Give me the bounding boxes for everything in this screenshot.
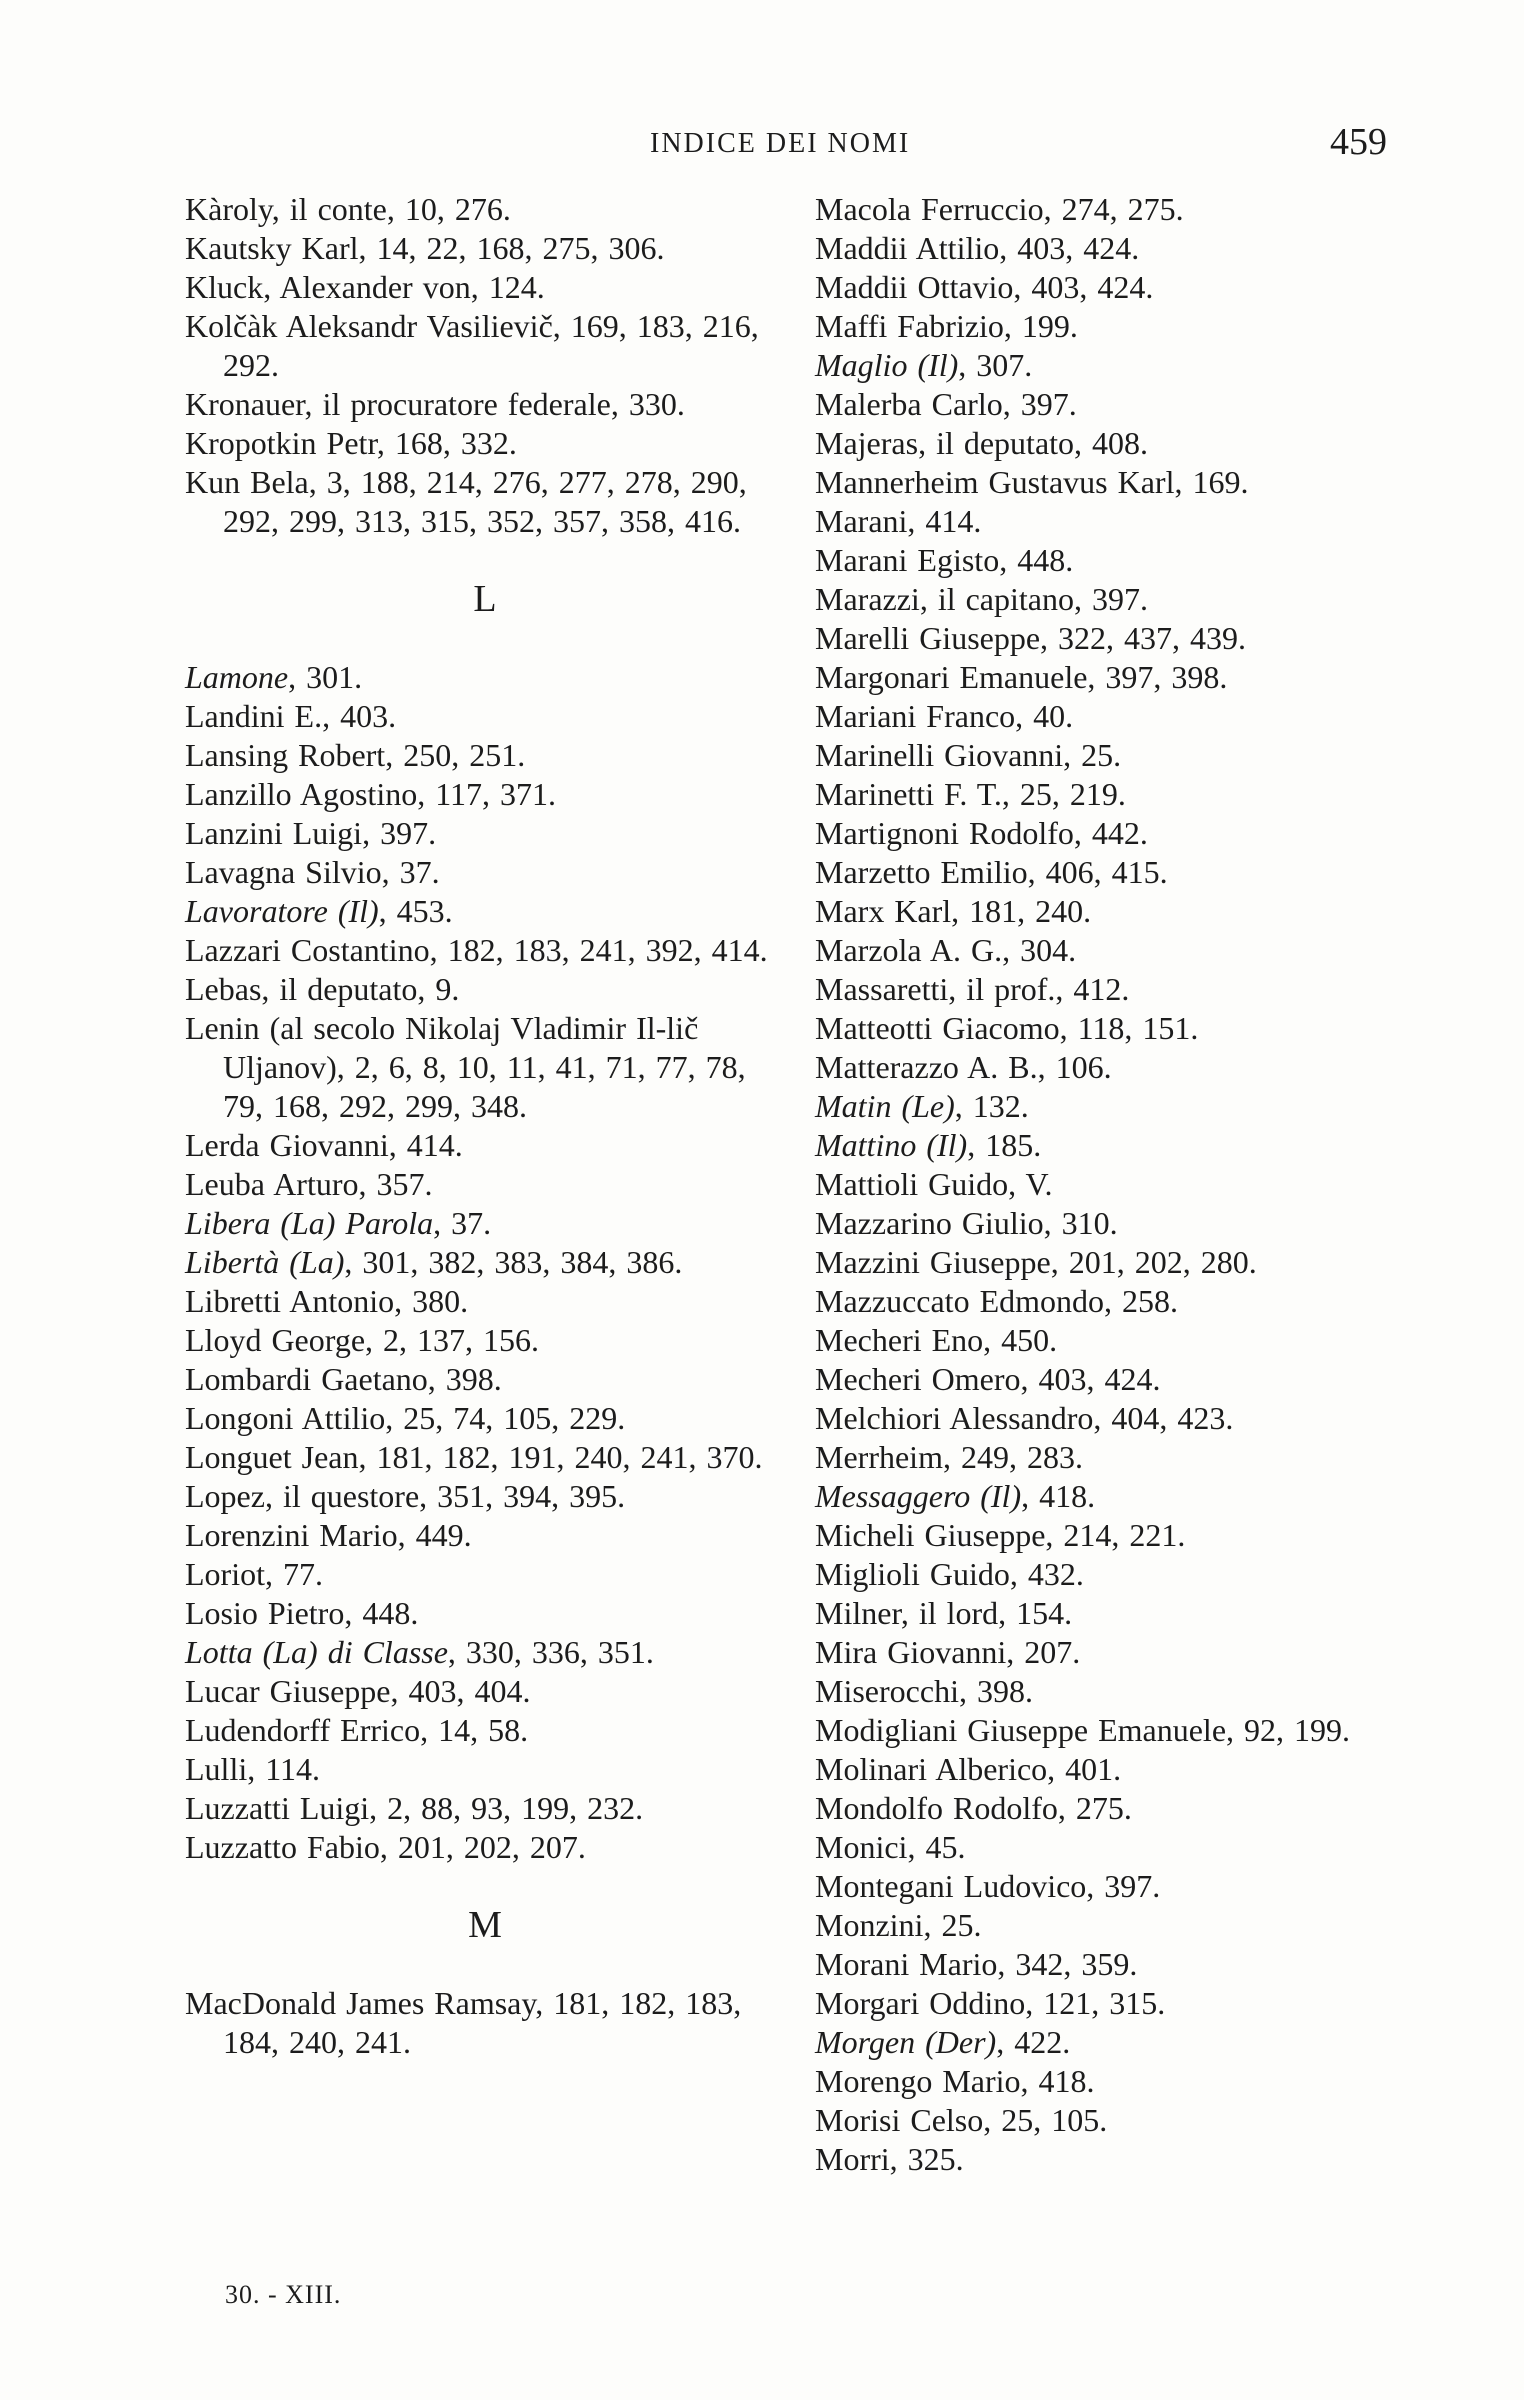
index-entry <box>815 1009 1415 1048</box>
index-entry <box>815 814 1415 853</box>
entry-text: Lenin (al secolo Nikolaj Vladimir Il-lič Uljanov), 2, 6, 8, 10, 11, 41, 71, 77, 78, 79, 168, 292, 299, 348. <box>185 1010 746 1124</box>
index-entry <box>815 268 1415 307</box>
entry-text: Lansing Robert, 250, 251. <box>185 737 526 773</box>
entry-text: Landini E., 403. <box>185 698 397 734</box>
index-entry <box>185 1009 785 1126</box>
index-entry <box>815 1165 1415 1204</box>
entry-text: Losio Pietro, 448. <box>185 1595 419 1631</box>
index-entry <box>185 229 785 268</box>
index-entry <box>815 697 1415 736</box>
entry-text: Kautsky Karl, 14, 22, 168, 275, 306. <box>185 230 665 266</box>
entry-text: Margonari Emanuele, 397, 398. <box>815 659 1228 695</box>
section-letter: L <box>473 578 497 620</box>
entry-text: Mecheri Omero, 403, 424. <box>815 1361 1161 1397</box>
signature-mark: 30. - XIII. <box>225 2280 342 2309</box>
index-entry <box>185 1321 785 1360</box>
entry-text: Marelli Giuseppe, 322, 437, 439. <box>815 620 1247 656</box>
index-entry <box>185 853 785 892</box>
entry-text: Longuet Jean, 181, 182, 191, 240, 241, 370. <box>185 1439 763 1475</box>
entry-text: Lanzini Luigi, 397. <box>185 815 437 851</box>
entry-text: Majeras, il deputato, 408. <box>815 425 1149 461</box>
entry-text: Modigliani Giuseppe Emanuele, 92, 199. <box>815 1712 1351 1748</box>
index-entry <box>815 970 1415 1009</box>
entry-title-italic: Lotta (La) di Classe <box>185 1634 448 1670</box>
entry-title-italic: Mattino (Il) <box>815 1127 968 1163</box>
entry-text: , 132. <box>954 1088 1029 1124</box>
entry-text: Marani, 414. <box>815 503 982 539</box>
entry-text: Kun Bela, 3, 188, 214, 276, 277, 278, 290, 292, 299, 313, 315, 352, 357, 358, 416. <box>185 464 747 539</box>
entry-text: Kolčàk Aleksandr Vasilievič, 169, 183, 216, 292. <box>185 308 759 383</box>
entry-text: Longoni Attilio, 25, 74, 105, 229. <box>185 1400 626 1436</box>
index-entry <box>815 424 1415 463</box>
index-entry <box>815 1750 1415 1789</box>
index-entry <box>815 1789 1415 1828</box>
page-header <box>0 0 1524 200</box>
index-entry <box>815 541 1415 580</box>
index-entry <box>815 1399 1415 1438</box>
index-entry <box>185 931 785 970</box>
entry-text: Kluck, Alexander von, 124. <box>185 269 545 305</box>
page-number: 459 <box>1330 121 1387 163</box>
entry-text: , 330, 336, 351. <box>447 1634 654 1670</box>
entry-text: Kropotkin Petr, 168, 332. <box>185 425 517 461</box>
index-entry <box>185 970 785 1009</box>
section-letter: M <box>468 1904 502 1946</box>
index-entry <box>815 775 1415 814</box>
index-entry <box>815 2062 1415 2101</box>
index-entry <box>185 814 785 853</box>
entry-text: Milner, il lord, 154. <box>815 1595 1073 1631</box>
entry-text: Morisi Celso, 25, 105. <box>815 2102 1108 2138</box>
entry-text: Monici, 45. <box>815 1829 966 1865</box>
index-entry <box>815 1126 1415 1165</box>
index-entry <box>185 1360 785 1399</box>
index-entry <box>815 190 1415 229</box>
entry-text: Mecheri Eno, 450. <box>815 1322 1058 1358</box>
entry-text: Molinari Alberico, 401. <box>815 1751 1122 1787</box>
index-entry <box>815 1984 1415 2023</box>
index-entry <box>815 1477 1415 1516</box>
index-entry <box>815 1633 1415 1672</box>
index-entry <box>815 1360 1415 1399</box>
entry-text: Luzzatti Luigi, 2, 88, 93, 199, 232. <box>185 1790 644 1826</box>
entry-text: Lucar Giuseppe, 403, 404. <box>185 1673 531 1709</box>
entry-text: Merrheim, 249, 283. <box>815 1439 1083 1475</box>
entry-text: Lorenzini Mario, 449. <box>185 1517 472 1553</box>
entry-text: Marani Egisto, 448. <box>815 542 1074 578</box>
index-entry <box>185 1477 785 1516</box>
entry-title-italic: Libertà (La) <box>185 1244 345 1280</box>
index-entry <box>185 1516 785 1555</box>
index-entry <box>185 736 785 775</box>
index-entry <box>815 502 1415 541</box>
entry-text: Lerda Giovanni, 414. <box>185 1127 463 1163</box>
index-entry <box>185 1555 785 1594</box>
entry-text: Lanzillo Agostino, 117, 371. <box>185 776 557 812</box>
entry-text: , 301, 382, 383, 384, 386. <box>344 1244 683 1280</box>
index-entry <box>815 1555 1415 1594</box>
index-entry <box>815 892 1415 931</box>
index-entry <box>815 346 1415 385</box>
entry-text: Kàroly, il conte, 10, 276. <box>185 191 511 227</box>
entry-text: Loriot, 77. <box>185 1556 323 1592</box>
entry-title-italic: Maglio (Il) <box>815 347 959 383</box>
entry-text: Marinelli Giovanni, 25. <box>815 737 1122 773</box>
entry-text: Leuba Arturo, 357. <box>185 1166 433 1202</box>
entry-text: Morengo Mario, 418. <box>815 2063 1095 2099</box>
index-entry <box>185 1711 785 1750</box>
index-entry <box>815 2101 1415 2140</box>
index-entry <box>815 736 1415 775</box>
entry-text: Martignoni Rodolfo, 442. <box>815 815 1148 851</box>
entry-text: Melchiori Alessandro, 404, 423. <box>815 1400 1234 1436</box>
entry-text: MacDonald James Ramsay, 181, 182, 183, 184, 240, 241. <box>185 1985 742 2060</box>
entry-text: Lazzari Costantino, 182, 183, 241, 392, 414. <box>185 932 768 968</box>
index-entry <box>815 229 1415 268</box>
entry-text: Monzini, 25. <box>815 1907 982 1943</box>
entry-text: Mazzuccato Edmondo, 258. <box>815 1283 1178 1319</box>
index-entry <box>815 1204 1415 1243</box>
index-entry <box>815 463 1415 502</box>
entry-text: Marx Karl, 181, 240. <box>815 893 1092 929</box>
index-entry <box>815 1243 1415 1282</box>
entry-text: , 453. <box>378 893 453 929</box>
entry-text: Morri, 325. <box>815 2141 964 2177</box>
index-entry <box>185 658 785 697</box>
index-column-right <box>815 190 1415 2179</box>
entry-text: Mattioli Guido, V. <box>815 1166 1053 1202</box>
index-entry <box>185 1126 785 1165</box>
index-entry <box>815 1048 1415 1087</box>
index-entry <box>815 1906 1415 1945</box>
entry-text: Miserocchi, 398. <box>815 1673 1033 1709</box>
index-entry <box>815 385 1415 424</box>
entry-text: Libretti Antonio, 380. <box>185 1283 469 1319</box>
index-entry <box>185 892 785 931</box>
entry-text: , 422. <box>996 2024 1071 2060</box>
entry-text: Maffi Fabrizio, 199. <box>815 308 1078 344</box>
entry-text: , 307. <box>958 347 1033 383</box>
index-entry <box>185 190 785 229</box>
index-entry <box>815 853 1415 892</box>
index-entry <box>185 1243 785 1282</box>
entry-title-italic: Lavoratore (Il) <box>185 893 379 929</box>
index-entry <box>185 1789 785 1828</box>
entry-title-italic: Libera (La) Parola <box>185 1205 434 1241</box>
index-entry <box>185 697 785 736</box>
entry-text: Marzola A. G., 304. <box>815 932 1077 968</box>
index-entry <box>185 385 785 424</box>
entry-title-italic: Matin (Le) <box>815 1088 955 1124</box>
index-entry <box>815 931 1415 970</box>
index-entry <box>185 1672 785 1711</box>
entry-text: Matteotti Giacomo, 118, 151. <box>815 1010 1199 1046</box>
index-entry <box>815 1867 1415 1906</box>
index-entry <box>185 775 785 814</box>
entry-text: Lloyd George, 2, 137, 156. <box>185 1322 540 1358</box>
entry-text: Malerba Carlo, 397. <box>815 386 1077 422</box>
index-entry <box>815 1321 1415 1360</box>
index-entry <box>185 1828 785 1867</box>
index-entry <box>815 2140 1415 2179</box>
entry-text: Morgari Oddino, 121, 315. <box>815 1985 1166 2021</box>
index-entry <box>815 1594 1415 1633</box>
entry-text: , 37. <box>433 1205 492 1241</box>
running-title: INDICE DEI NOMI <box>650 128 911 159</box>
entry-text: Micheli Giuseppe, 214, 221. <box>815 1517 1186 1553</box>
entry-text: Mariani Franco, 40. <box>815 698 1074 734</box>
index-entry <box>185 307 785 385</box>
entry-text: Ludendorff Errico, 14, 58. <box>185 1712 529 1748</box>
index-entry <box>185 1282 785 1321</box>
index-entry <box>185 463 785 541</box>
index-entry <box>815 1672 1415 1711</box>
entry-text: Miglioli Guido, 432. <box>815 1556 1084 1592</box>
entry-text: Matterazzo A. B., 106. <box>815 1049 1112 1085</box>
entry-text: Macola Ferruccio, 274, 275. <box>815 191 1184 227</box>
index-entry <box>185 1438 785 1477</box>
entry-text: , 301. <box>288 659 363 695</box>
index-entry <box>185 1984 785 2062</box>
index-entry <box>185 1750 785 1789</box>
entry-text: Lulli, 114. <box>185 1751 321 1787</box>
index-entry <box>185 268 785 307</box>
entry-text: Massaretti, il prof., 412. <box>815 971 1130 1007</box>
index-entry <box>185 1204 785 1243</box>
index-entry <box>815 1087 1415 1126</box>
entry-text: Kronauer, il procuratore federale, 330. <box>185 386 685 422</box>
index-entry <box>185 1633 785 1672</box>
entry-text: Maddii Attilio, 403, 424. <box>815 230 1140 266</box>
entry-text: Lopez, il questore, 351, 394, 395. <box>185 1478 626 1514</box>
entry-text: Mazzini Giuseppe, 201, 202, 280. <box>815 1244 1257 1280</box>
entry-text: Marzetto Emilio, 406, 415. <box>815 854 1168 890</box>
index-entry <box>815 658 1415 697</box>
index-entry <box>185 424 785 463</box>
entry-text: , 185. <box>967 1127 1042 1163</box>
entry-text: Morani Mario, 342, 359. <box>815 1946 1138 1982</box>
entry-text: Lebas, il deputato, 9. <box>185 971 460 1007</box>
index-entry <box>815 619 1415 658</box>
index-entry <box>815 1438 1415 1477</box>
entry-text: Marinetti F. T., 25, 219. <box>815 776 1126 812</box>
entry-text: Mazzarino Giulio, 310. <box>815 1205 1118 1241</box>
entry-text: Lombardi Gaetano, 398. <box>185 1361 502 1397</box>
index-entry <box>815 580 1415 619</box>
entry-text: Montegani Ludovico, 397. <box>815 1868 1161 1904</box>
index-entry <box>815 2023 1415 2062</box>
entry-title-italic: Lamone <box>185 659 289 695</box>
entry-title-italic: Messaggero (Il) <box>815 1478 1022 1514</box>
index-column-left <box>185 190 785 2062</box>
index-entry <box>185 1165 785 1204</box>
entry-text: Maddii Ottavio, 403, 424. <box>815 269 1154 305</box>
entry-text: Lavagna Silvio, 37. <box>185 854 440 890</box>
entry-text: Mondolfo Rodolfo, 275. <box>815 1790 1132 1826</box>
index-entry <box>815 1516 1415 1555</box>
entry-text: , 418. <box>1021 1478 1096 1514</box>
entry-text: Mira Giovanni, 207. <box>815 1634 1081 1670</box>
index-entry <box>815 1282 1415 1321</box>
index-entry <box>185 1399 785 1438</box>
index-entry <box>815 307 1415 346</box>
entry-title-italic: Morgen (Der) <box>815 2024 997 2060</box>
entry-text: Luzzatto Fabio, 201, 202, 207. <box>185 1829 586 1865</box>
index-entry <box>185 1594 785 1633</box>
entry-text: Mannerheim Gustavus Karl, 169. <box>815 464 1249 500</box>
index-entry <box>815 1828 1415 1867</box>
index-entry <box>815 1711 1415 1750</box>
entry-text: Marazzi, il capitano, 397. <box>815 581 1148 617</box>
index-entry <box>815 1945 1415 1984</box>
